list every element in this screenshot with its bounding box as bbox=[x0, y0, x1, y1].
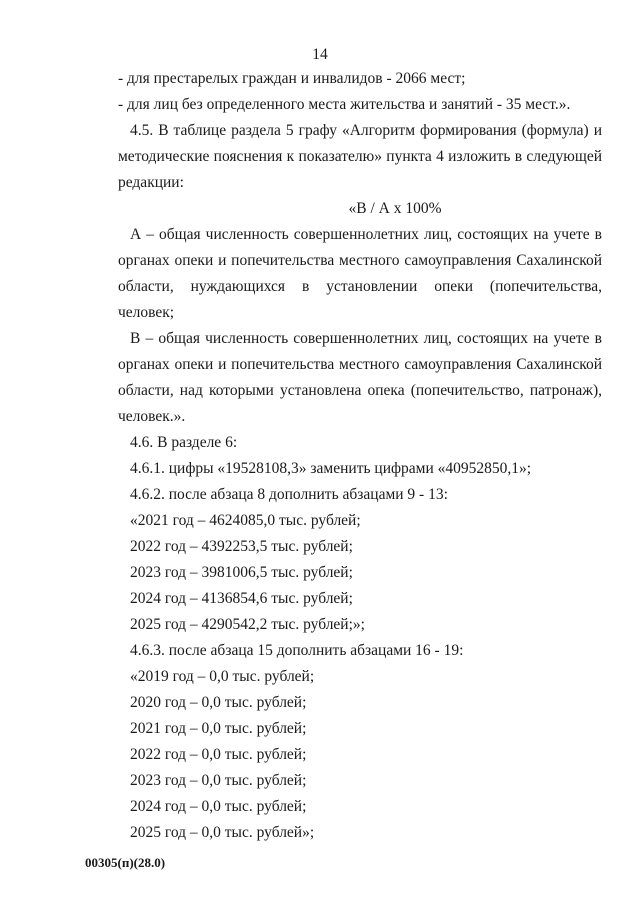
text-line: 2020 год – 0,0 тыс. рублей; bbox=[130, 694, 307, 711]
text-line: 4.6.1. цифры «19528108,3» заменить цифрами «40952850,1»; bbox=[130, 460, 532, 477]
text-line: 4.6.2. после абзаца 8 дополнить абзацами 9 - 13: bbox=[130, 486, 448, 503]
text-line: 2024 год – 0,0 тыс. рублей; bbox=[130, 798, 307, 815]
text-line: А – общая численность совершеннолетних лиц, состоящих на учете в bbox=[130, 226, 602, 243]
text-line: 2022 год – 4392253,5 тыс. рублей; bbox=[130, 538, 353, 555]
text-line: 2023 год – 3981006,5 тыс. рублей; bbox=[130, 564, 353, 581]
text-line: 2022 год – 0,0 тыс. рублей; bbox=[130, 746, 307, 763]
text-line: 4.6.3. после абзаца 15 дополнить абзацами 16 - 19: bbox=[130, 642, 464, 659]
text-line: 4.5. В таблице раздела 5 графу «Алгоритм формирования (формула) и bbox=[130, 122, 602, 139]
document-body bbox=[118, 66, 602, 846]
text-line: 2025 год – 4290542,2 тыс. рублей;»; bbox=[130, 616, 365, 633]
text-line: 4.6. В разделе 6: bbox=[130, 434, 238, 451]
text-line: - для престарелых граждан и инвалидов - 2066 мест; bbox=[118, 70, 466, 87]
text-line: - для лиц без определенного места жительства и занятий - 35 мест.». bbox=[118, 96, 571, 113]
text-line: 2023 год – 0,0 тыс. рублей; bbox=[130, 772, 307, 789]
text-line: 2021 год – 0,0 тыс. рублей; bbox=[130, 720, 307, 737]
text-line: 2025 год – 0,0 тыс. рублей»; bbox=[130, 824, 315, 841]
text-line: 2024 год – 4136854,6 тыс. рублей; bbox=[130, 590, 353, 607]
text-line: «2021 год – 4624085,0 тыс. рублей; bbox=[130, 512, 361, 529]
page-number: 14 bbox=[312, 46, 328, 63]
text-line: «2019 год – 0,0 тыс. рублей; bbox=[130, 668, 315, 685]
text-line: методические пояснения к показателю» пункта 4 изложить в следующей bbox=[118, 148, 602, 165]
text-line: области, нуждающихся в установлении опеки (попечительства, bbox=[118, 278, 602, 295]
text-line: органах опеки и попечительства местного самоуправления Сахалинской bbox=[118, 252, 602, 269]
text-line: человек; bbox=[118, 304, 175, 321]
document-code: 00305(п)(28.0) bbox=[85, 855, 166, 870]
text-line: органах опеки и попечительства местного самоуправления Сахалинской bbox=[118, 356, 602, 373]
text-line: редакции: bbox=[118, 174, 184, 191]
text-line: человек.». bbox=[118, 408, 186, 425]
text-line: области, над которыми установлена опека (попечительство, патронаж), bbox=[118, 382, 602, 399]
text-line: «В / А х 100% bbox=[348, 200, 442, 217]
text-line: В – общая численность совершеннолетних лиц, состоящих на учете в bbox=[130, 330, 602, 347]
